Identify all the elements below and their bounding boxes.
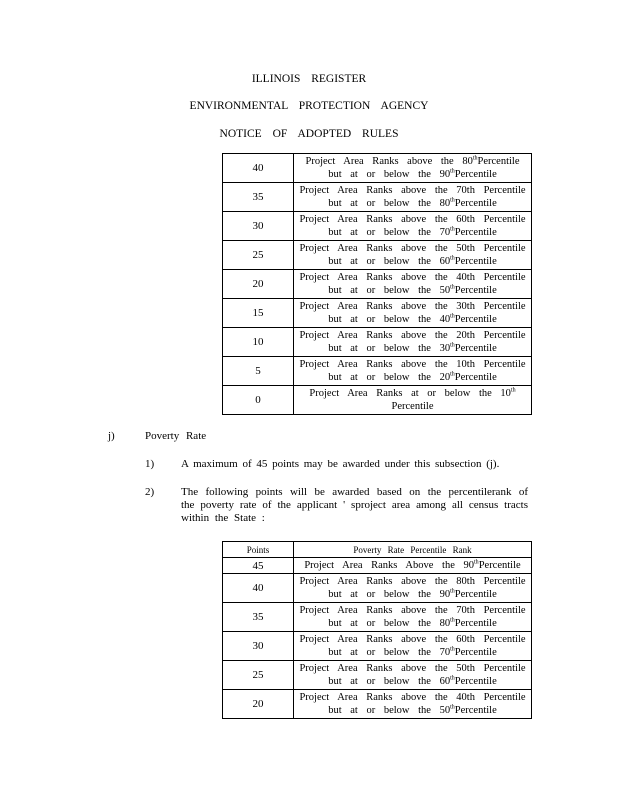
table-row — [223, 661, 532, 690]
description-text: Project Area Ranks at or below the 10 — [309, 388, 511, 399]
description-text: Project Area Ranks above the 20th Percentile — [299, 330, 526, 341]
percentile-description-cell — [294, 328, 532, 357]
description-text: but at or below the 70 — [328, 647, 451, 658]
description-line — [294, 387, 531, 400]
header-points: Points — [223, 542, 294, 558]
points-cell: 35 — [223, 183, 294, 212]
description-tail: Percentile — [454, 647, 497, 658]
description-text: but at or below the 20 — [328, 372, 451, 383]
description-text: but at or below the 40 — [328, 314, 451, 325]
description-line — [294, 300, 531, 313]
ordinal-suffix: th — [450, 168, 455, 175]
item1-text: A maximum of 45 points may be awarded under this subsection (j). — [181, 458, 500, 470]
points-cell: 45 — [223, 558, 294, 574]
table-row — [223, 574, 532, 603]
table-row — [223, 241, 532, 270]
ordinal-suffix: th — [450, 342, 455, 349]
description-text: but at or below the 60 — [328, 256, 451, 267]
description-line — [294, 559, 531, 572]
percentile-description-cell — [294, 241, 532, 270]
points-cell: 15 — [223, 299, 294, 328]
description-line — [294, 371, 531, 384]
description-tail: Percentile — [454, 285, 497, 296]
description-text: Project Area Ranks above the 30th Percentile — [299, 301, 526, 312]
section-title: Poverty Rate — [145, 430, 207, 442]
table-row — [223, 154, 532, 183]
table-row — [223, 183, 532, 212]
percentile-description-cell — [294, 386, 532, 415]
description-line — [294, 255, 531, 268]
description-line — [294, 197, 531, 210]
description-text: Project Area Ranks above the 80th Percentile — [299, 576, 526, 587]
description-line — [294, 184, 531, 197]
description-line — [294, 155, 531, 168]
description-line — [294, 213, 531, 226]
description-tail: Percentile — [478, 560, 521, 571]
description-line — [294, 242, 531, 255]
percentile-description-cell — [294, 212, 532, 241]
ordinal-suffix: th — [450, 646, 455, 653]
points-cell: 20 — [223, 270, 294, 299]
table-row — [223, 632, 532, 661]
description-text: but at or below the 90 — [328, 589, 451, 600]
percentile-description-cell — [294, 299, 532, 328]
header-register — [0, 73, 618, 85]
description-tail: Percentile — [454, 618, 497, 629]
percentile-description-cell — [294, 558, 532, 574]
description-line — [294, 675, 531, 688]
description-line — [294, 646, 531, 659]
description-text: Project Area Ranks above the 70th Percentile — [299, 185, 526, 196]
percentile-points-table — [222, 153, 532, 415]
description-text: Project Area Ranks above the 40th Percentile — [299, 272, 526, 283]
description-line — [294, 342, 531, 355]
description-tail: Percentile — [454, 343, 497, 354]
table-row — [223, 357, 532, 386]
description-text: Project Area Ranks Above the 90 — [304, 560, 475, 571]
description-text: Project Area Ranks above the 80 — [305, 156, 473, 167]
description-text: Project Area Ranks above the 70th Percentile — [299, 605, 526, 616]
description-text: but at or below the 50 — [328, 285, 451, 296]
description-line — [294, 400, 531, 413]
table-row — [223, 386, 532, 415]
description-text: but at or below the 80 — [328, 198, 451, 209]
description-text: but at or below the 90 — [328, 169, 451, 180]
item2-text: The following points will be awarded based on the percentilerank of the poverty rate of the applicant ' sproject area among all census tracts within the State : — [181, 486, 528, 524]
percentile-description-cell — [294, 661, 532, 690]
ordinal-suffix: th — [450, 588, 455, 595]
description-line — [294, 358, 531, 371]
description-line — [294, 617, 531, 630]
item1-number: 1) — [145, 458, 155, 470]
points-cell: 5 — [223, 357, 294, 386]
percentile-description-cell — [294, 154, 532, 183]
points-cell: 35 — [223, 603, 294, 632]
percentile-description-cell — [294, 632, 532, 661]
poverty-rate-table-header — [223, 542, 532, 558]
ordinal-suffix: th — [450, 284, 455, 291]
description-tail: Percentile — [454, 256, 497, 267]
description-line — [294, 704, 531, 717]
description-tail: Percentile — [454, 198, 497, 209]
header-register-text: ILLINOIS REGISTER — [251, 73, 367, 85]
description-tail: Percentile — [477, 156, 520, 167]
item2-number: 2) — [145, 486, 155, 498]
header-notice-text: NOTICE OF ADOPTED RULES — [219, 128, 399, 140]
description-text: Project Area Ranks above the 10th Percentile — [299, 359, 526, 370]
table-row — [223, 558, 532, 574]
percentile-points-table-body — [223, 154, 532, 415]
ordinal-suffix: th — [450, 226, 455, 233]
description-text: Project Area Ranks above the 50th Percentile — [299, 243, 526, 254]
percentile-description-cell — [294, 183, 532, 212]
description-text: Project Area Ranks above the 60th Percentile — [299, 214, 526, 225]
description-text: Project Area Ranks above the 50th Percentile — [299, 663, 526, 674]
description-line — [294, 271, 531, 284]
points-cell: 0 — [223, 386, 294, 415]
description-line — [294, 226, 531, 239]
description-line — [294, 633, 531, 646]
description-text: but at or below the 70 — [328, 227, 451, 238]
header-description: Poverty Rate Percentile Rank — [294, 542, 532, 558]
header-notice — [0, 128, 618, 140]
description-line — [294, 588, 531, 601]
percentile-description-cell — [294, 690, 532, 719]
description-text: but at or below the 30 — [328, 343, 451, 354]
description-text: Percentile — [391, 401, 434, 412]
description-line — [294, 168, 531, 181]
percentile-description-cell — [294, 603, 532, 632]
header-agency — [0, 100, 618, 112]
table-row — [223, 212, 532, 241]
description-line — [294, 313, 531, 326]
description-tail: Percentile — [454, 676, 497, 687]
description-tail: Percentile — [454, 227, 497, 238]
ordinal-suffix: th — [450, 617, 455, 624]
table-row — [223, 603, 532, 632]
points-cell: 30 — [223, 632, 294, 661]
points-cell: 25 — [223, 241, 294, 270]
description-text: Project Area Ranks above the 40th Percentile — [299, 692, 526, 703]
ordinal-suffix: th — [450, 313, 455, 320]
ordinal-suffix: th — [474, 559, 479, 566]
header-agency-text: ENVIRONMENTAL PROTECTION AGENCY — [189, 100, 429, 112]
description-tail: Percentile — [454, 705, 497, 716]
points-cell: 25 — [223, 661, 294, 690]
percentile-description-cell — [294, 357, 532, 386]
points-cell: 40 — [223, 154, 294, 183]
description-text: but at or below the 60 — [328, 676, 451, 687]
table-row — [223, 328, 532, 357]
ordinal-suffix: th — [450, 197, 455, 204]
points-cell: 20 — [223, 690, 294, 719]
poverty-rate-table — [222, 541, 532, 719]
ordinal-suffix: th — [510, 387, 516, 394]
ordinal-suffix: th — [450, 704, 455, 711]
section-label: j) — [108, 430, 115, 442]
percentile-description-cell — [294, 270, 532, 299]
points-cell: 10 — [223, 328, 294, 357]
percentile-description-cell — [294, 574, 532, 603]
description-line — [294, 284, 531, 297]
description-text: but at or below the 50 — [328, 705, 451, 716]
poverty-rate-table-body — [223, 558, 532, 719]
description-tail: Percentile — [454, 589, 497, 600]
table-row — [223, 299, 532, 328]
description-line — [294, 329, 531, 342]
description-line — [294, 691, 531, 704]
description-tail: Percentile — [454, 372, 497, 383]
description-line — [294, 575, 531, 588]
ordinal-suffix: th — [450, 371, 455, 378]
ordinal-suffix: th — [472, 155, 478, 162]
table-row — [223, 690, 532, 719]
description-line — [294, 604, 531, 617]
description-text: but at or below the 80 — [328, 618, 451, 629]
description-tail: Percentile — [454, 169, 497, 180]
ordinal-suffix: th — [450, 675, 455, 682]
table-row — [223, 270, 532, 299]
description-text: Project Area Ranks above the 60th Percentile — [299, 634, 526, 645]
description-line — [294, 662, 531, 675]
points-cell: 40 — [223, 574, 294, 603]
ordinal-suffix: th — [450, 255, 455, 262]
points-cell: 30 — [223, 212, 294, 241]
description-tail: Percentile — [454, 314, 497, 325]
